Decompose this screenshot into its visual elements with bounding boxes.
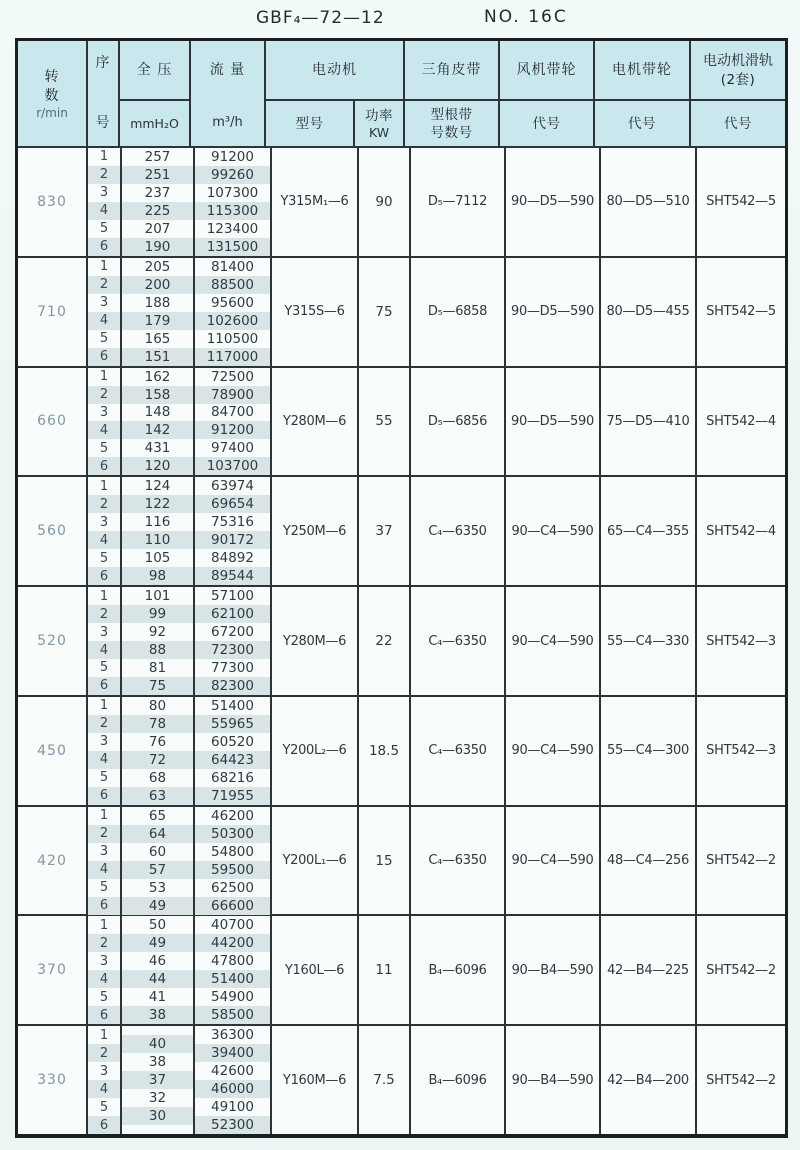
header-speed-char1: 转: [44, 68, 60, 85]
pressure-value: 88: [122, 641, 193, 659]
serial-value: 2: [88, 825, 120, 843]
flow-value: 64423: [195, 751, 270, 769]
flow-value: 57100: [211, 588, 254, 605]
table-row-group: [18, 148, 785, 258]
pressure-value: 49: [122, 934, 193, 952]
header-flow-unit: m³/h: [212, 115, 243, 130]
serial-value: 2: [88, 715, 120, 733]
serial-value: 5: [99, 331, 109, 347]
flow-value: 46000: [195, 1080, 270, 1098]
fan-pulley-value: 90—D5—590: [506, 368, 601, 476]
document-title-number: NO. 16C: [484, 7, 568, 27]
flow-value: 99260: [195, 166, 270, 184]
flow-value: 55965: [195, 715, 270, 733]
serial-value: 1: [99, 369, 109, 385]
belt-code-value: D₅—6858: [411, 258, 506, 366]
serial-column: [88, 697, 122, 805]
speed-value: 710: [18, 258, 88, 366]
header-speed-char2: 数: [44, 87, 60, 104]
serial-value: 6: [88, 1116, 120, 1134]
header-speed: [18, 41, 88, 146]
header-belt-label: 三角皮带: [421, 61, 482, 78]
motor-model-value: Y315S—6: [272, 258, 359, 366]
pressure-value: 101: [144, 588, 171, 605]
pressure-value: 116: [144, 514, 171, 531]
serial-value: 4: [88, 312, 120, 330]
pressure-value: 37: [122, 1071, 193, 1089]
flow-value: 77300: [211, 659, 254, 676]
serial-value: 3: [99, 953, 109, 969]
pressure-value: 46: [148, 953, 167, 970]
serial-value: 3: [99, 624, 109, 640]
header-fan-pulley-label: 风机带轮: [516, 61, 577, 78]
flow-value: 102600: [195, 312, 270, 330]
serial-column: [88, 368, 122, 476]
pressure-value: 225: [122, 202, 193, 220]
header-fan-pulley-sub: 代号: [532, 115, 561, 132]
flow-value: 67200: [211, 624, 254, 641]
flow-value: 103700: [195, 457, 270, 475]
fan-pulley-value: 90—C4—590: [506, 477, 601, 585]
serial-value: 4: [88, 970, 120, 988]
pressure-value: 237: [144, 184, 171, 201]
pressure-value: 190: [122, 238, 193, 256]
serial-value: 2: [88, 605, 120, 623]
flow-value: 107300: [206, 184, 259, 201]
serial-value: 6: [88, 457, 120, 475]
serial-value: 4: [88, 202, 120, 220]
motor-pulley-value: 65—C4—355: [601, 477, 697, 585]
header-motor-power: 功率 KW: [365, 108, 393, 140]
motor-model-value: Y200L₂—6: [272, 697, 359, 805]
fan-pulley-value: 90—D5—590: [506, 148, 601, 256]
serial-column: [88, 258, 122, 366]
fan-pulley-value: 90—C4—590: [506, 807, 601, 915]
flow-value: 52300: [195, 1116, 270, 1134]
header-pressure-unit: mmH₂O: [130, 116, 179, 131]
table-row-group: [18, 807, 785, 917]
flow-column: [195, 1026, 272, 1134]
serial-value: 5: [99, 660, 109, 676]
pressure-value: [122, 1017, 193, 1035]
flow-value: 78900: [195, 386, 270, 404]
belt-code-value: C₄—6350: [411, 587, 506, 695]
flow-value: 75316: [211, 514, 254, 531]
motor-power-value: 22: [359, 587, 411, 695]
serial-value: 3: [99, 185, 109, 201]
serial-value: 6: [88, 787, 120, 805]
flow-value: 51400: [195, 970, 270, 988]
flow-value: 54900: [211, 989, 254, 1006]
pressure-value: 179: [122, 312, 193, 330]
serial-value: 2: [88, 934, 120, 952]
flow-value: 91200: [211, 148, 254, 165]
serial-value: 1: [99, 917, 109, 933]
flow-value: 47800: [211, 953, 254, 970]
flow-value: 95600: [211, 294, 254, 311]
header-pressure-label: 全 压: [136, 61, 173, 78]
motor-power-value: 90: [359, 148, 411, 256]
rail-code-value: SHT542—5: [706, 194, 776, 210]
pressure-value: 110: [122, 531, 193, 549]
flow-value: 82300: [195, 677, 270, 695]
flow-value: 54800: [211, 843, 254, 860]
pressure-value: 49: [122, 897, 193, 915]
flow-value: 58500: [195, 1006, 270, 1024]
pressure-value: 98: [122, 567, 193, 585]
header-motor-label: 电动机: [312, 61, 357, 78]
pressure-value: 162: [144, 368, 171, 385]
serial-value: 3: [99, 1063, 109, 1079]
header-rail: [691, 41, 785, 146]
flow-column: [195, 148, 272, 256]
flow-value: 117000: [195, 348, 270, 366]
pressure-value: 151: [122, 348, 193, 366]
serial-value: 3: [99, 734, 109, 750]
flow-value: 72500: [211, 368, 254, 385]
motor-power-value: 15: [359, 807, 411, 915]
pressure-value: 80: [148, 697, 167, 714]
speed-value: 660: [18, 368, 88, 476]
belt-code-value: D₅—7112: [411, 148, 506, 256]
serial-value: 3: [99, 404, 109, 420]
serial-value: 3: [99, 844, 109, 860]
flow-value: 110500: [206, 330, 259, 347]
flow-value: 36300: [211, 1027, 254, 1044]
serial-value: 6: [88, 897, 120, 915]
flow-column: [195, 587, 272, 695]
rail-code-value: SHT542—2: [706, 1072, 776, 1088]
header-belt: [405, 41, 500, 146]
speed-value: 520: [18, 587, 88, 695]
table-body: [18, 148, 785, 1134]
pressure-value: 38: [122, 1006, 193, 1024]
pressure-value: 120: [122, 457, 193, 475]
flow-value: 49100: [211, 1099, 254, 1116]
pressure-value: 257: [144, 148, 171, 165]
pressure-value: 53: [148, 879, 167, 896]
belt-code-value: D₅—6856: [411, 368, 506, 476]
motor-pulley-value: 48—C4—256: [601, 807, 697, 915]
fan-pulley-value: 90—C4—590: [506, 587, 601, 695]
belt-code-value: C₄—6350: [411, 477, 506, 585]
pressure-value: 431: [144, 440, 171, 457]
table-header: [18, 41, 785, 148]
speed-value: 450: [18, 697, 88, 805]
serial-value: 4: [88, 861, 120, 879]
table-row-group: [18, 697, 785, 807]
pressure-column: [122, 258, 195, 366]
speed-value: 370: [18, 916, 88, 1024]
pressure-column: [122, 807, 195, 915]
table-row-group: [18, 587, 785, 697]
flow-value: 46200: [211, 807, 254, 824]
header-pressure: [120, 41, 191, 146]
speed-value: 560: [18, 477, 88, 585]
pressure-value: 72: [122, 751, 193, 769]
rail-code-value: SHT542—4: [706, 413, 776, 429]
motor-power-value: 18.5: [359, 697, 411, 805]
belt-code-value: B₄—6096: [411, 1026, 506, 1134]
belt-code-value: C₄—6350: [411, 697, 506, 805]
pressure-value: 63: [122, 787, 193, 805]
serial-value: 6: [88, 1006, 120, 1024]
header-motor-pulley-sub: 代号: [628, 115, 656, 132]
motor-pulley-value: 80—D5—455: [601, 258, 697, 366]
serial-value: 4: [88, 421, 120, 439]
pressure-value: 38: [148, 1054, 167, 1071]
pressure-column: [122, 477, 195, 585]
serial-value: 2: [88, 276, 120, 294]
header-serial: [88, 41, 120, 146]
pressure-column: [122, 587, 195, 695]
pressure-value: 158: [122, 386, 193, 404]
serial-column: [88, 807, 122, 915]
flow-value: 131500: [195, 238, 270, 256]
pressure-value: 41: [148, 989, 167, 1006]
serial-value: 3: [99, 514, 109, 530]
flow-value: 90172: [195, 531, 270, 549]
table-row-group: [18, 916, 785, 1026]
flow-value: 51400: [211, 697, 254, 714]
serial-column: [88, 916, 122, 1024]
flow-column: [195, 697, 272, 805]
flow-value: 71955: [195, 787, 270, 805]
motor-model-value: Y280M—6: [272, 587, 359, 695]
flow-value: 40700: [211, 917, 254, 934]
motor-model-value: Y160M—6: [272, 1026, 359, 1134]
flow-value: 84700: [211, 404, 254, 421]
flow-value: 91200: [195, 421, 270, 439]
flow-value: 72300: [195, 641, 270, 659]
serial-value: 4: [88, 1080, 120, 1098]
pressure-value: 57: [122, 861, 193, 879]
flow-value: 44200: [195, 934, 270, 952]
serial-column: [88, 1026, 122, 1134]
flow-value: 39400: [195, 1044, 270, 1062]
motor-model-value: Y160L—6: [272, 916, 359, 1024]
pressure-value: 148: [144, 404, 171, 421]
fan-pulley-value: 90—D5—590: [506, 258, 601, 366]
serial-value: 3: [99, 295, 109, 311]
rail-code-value: SHT542—2: [706, 853, 776, 869]
serial-value: 5: [99, 221, 109, 237]
serial-value: 6: [88, 348, 120, 366]
motor-model-value: Y315M₁—6: [272, 148, 359, 256]
pressure-value: 64: [122, 825, 193, 843]
serial-value: 6: [88, 677, 120, 695]
pressure-value: 50: [148, 917, 167, 934]
header-serial-char2: 号: [95, 115, 111, 131]
table-row-group: [18, 1026, 785, 1134]
header-flow: [191, 41, 266, 146]
serial-value: 5: [99, 550, 109, 566]
header-motor-pulley-label: 电机带轮: [612, 61, 672, 78]
pressure-value: 44: [122, 970, 193, 988]
speed-value: 830: [18, 148, 88, 256]
flow-column: [195, 368, 272, 476]
serial-value: 6: [88, 567, 120, 585]
serial-value: 6: [88, 238, 120, 256]
pressure-value: 78: [122, 715, 193, 733]
motor-model-value: Y280M—6: [272, 368, 359, 476]
header-serial-char1: 序: [95, 55, 111, 71]
serial-value: 5: [99, 1099, 109, 1115]
belt-code-value: C₄—6350: [411, 807, 506, 915]
serial-value: 1: [99, 1027, 109, 1043]
flow-value: 88500: [195, 276, 270, 294]
motor-model-value: Y250M—6: [272, 477, 359, 585]
header-rail-sub: 代号: [724, 115, 752, 132]
flow-value: 84892: [211, 550, 254, 567]
pressure-value: 188: [144, 294, 171, 311]
pressure-value: 68: [148, 769, 167, 786]
header-motor-model: 型号: [266, 101, 355, 146]
flow-value: 66600: [195, 897, 270, 915]
header-motor-pulley: [595, 41, 691, 146]
flow-value: 42600: [211, 1063, 254, 1080]
pressure-value: 205: [144, 258, 171, 275]
motor-pulley-value: 42—B4—225: [601, 916, 697, 1024]
flow-value: 50300: [195, 825, 270, 843]
pressure-value: 251: [122, 166, 193, 184]
pressure-column: [122, 697, 195, 805]
header-fan-pulley: [500, 41, 595, 146]
pressure-value: 81: [148, 659, 167, 676]
flow-value: 97400: [211, 440, 254, 457]
header-rail-label1: 电动机滑轨: [703, 52, 773, 69]
pressure-value: 142: [122, 421, 193, 439]
pressure-value: 76: [148, 733, 167, 750]
fan-pulley-value: 90—B4—590: [506, 916, 601, 1024]
flow-value: 123400: [206, 220, 259, 237]
pressure-value: 65: [148, 807, 167, 824]
motor-pulley-value: 55—C4—300: [601, 697, 697, 805]
serial-value: 2: [88, 166, 120, 184]
flow-value: 59500: [195, 861, 270, 879]
rail-code-value: SHT542—3: [706, 743, 776, 759]
serial-value: 2: [88, 495, 120, 513]
flow-column: [195, 916, 272, 1024]
pressure-column: [122, 148, 195, 256]
pressure-value: 32: [148, 1090, 167, 1107]
motor-pulley-value: 42—B4—200: [601, 1026, 697, 1134]
pressure-value: 200: [122, 276, 193, 294]
serial-value: 5: [99, 440, 109, 456]
pressure-value: 60: [148, 843, 167, 860]
serial-value: 4: [88, 751, 120, 769]
serial-value: 1: [99, 478, 109, 494]
pressure-value: 165: [144, 330, 171, 347]
serial-value: 5: [99, 989, 109, 1005]
rail-code-value: SHT542—2: [706, 962, 776, 978]
serial-value: 1: [99, 698, 109, 714]
motor-model-value: Y200L₁—6: [272, 807, 359, 915]
table-row-group: [18, 258, 785, 368]
serial-column: [88, 477, 122, 585]
pressure-value: 92: [148, 624, 167, 641]
pressure-column: [122, 916, 195, 1024]
header-flow-label: 流 量: [209, 61, 246, 78]
motor-power-value: 37: [359, 477, 411, 585]
fan-pulley-value: 90—C4—590: [506, 697, 601, 805]
flow-value: 62100: [195, 605, 270, 623]
motor-pulley-value: 80—D5—510: [601, 148, 697, 256]
serial-value: 5: [99, 880, 109, 896]
rail-code-value: SHT542—4: [706, 523, 776, 539]
serial-value: 1: [99, 588, 109, 604]
speed-value: 330: [18, 1026, 88, 1134]
table-row-group: [18, 368, 785, 478]
rail-code-value: SHT542—5: [706, 304, 776, 320]
serial-value: 4: [88, 531, 120, 549]
pressure-column: [122, 1026, 195, 1134]
pressure-column: [122, 368, 195, 476]
motor-power-value: 7.5: [359, 1026, 411, 1134]
serial-column: [88, 587, 122, 695]
flow-column: [195, 258, 272, 366]
pressure-value: 99: [122, 605, 193, 623]
serial-column: [88, 148, 122, 256]
serial-value: 2: [88, 386, 120, 404]
flow-value: 60520: [211, 733, 254, 750]
spec-table: [15, 38, 788, 1138]
serial-value: 1: [99, 808, 109, 824]
serial-value: 1: [99, 149, 109, 165]
pressure-value: 40: [122, 1035, 193, 1053]
motor-power-value: 11: [359, 916, 411, 1024]
header-motor: [266, 41, 405, 146]
rail-code-value: SHT542—3: [706, 633, 776, 649]
pressure-value: 75: [122, 677, 193, 695]
header-speed-unit: r/min: [36, 105, 68, 120]
header-rail-label2: (2套): [720, 71, 756, 88]
flow-value: 69654: [195, 495, 270, 513]
motor-power-value: 55: [359, 368, 411, 476]
flow-column: [195, 477, 272, 585]
motor-power-value: 75: [359, 258, 411, 366]
table-row-group: [18, 477, 785, 587]
serial-value: 2: [88, 1044, 120, 1062]
pressure-value: 207: [144, 220, 171, 237]
serial-value: 1: [99, 259, 109, 275]
document-title-model: GBF₄—72—12: [256, 8, 385, 28]
flow-column: [195, 807, 272, 915]
speed-value: 420: [18, 807, 88, 915]
pressure-value: 124: [144, 478, 171, 495]
flow-value: 62500: [211, 879, 254, 896]
belt-code-value: B₄—6096: [411, 916, 506, 1024]
motor-pulley-value: 55—C4—330: [601, 587, 697, 695]
header-belt-sub2: 号数号: [430, 124, 473, 141]
pressure-value: 30: [122, 1107, 193, 1125]
pressure-value: 122: [122, 495, 193, 513]
motor-pulley-value: 75—D5—410: [601, 368, 697, 476]
flow-value: 63974: [211, 478, 254, 495]
flow-value: 115300: [195, 202, 270, 220]
header-belt-sub1: 型根带: [430, 106, 473, 123]
pressure-value: 105: [144, 550, 171, 567]
serial-value: 4: [88, 641, 120, 659]
flow-value: 68216: [211, 769, 254, 786]
fan-pulley-value: 90—B4—590: [506, 1026, 601, 1134]
serial-value: 5: [99, 770, 109, 786]
flow-value: 81400: [211, 258, 254, 275]
flow-value: 89544: [195, 567, 270, 585]
